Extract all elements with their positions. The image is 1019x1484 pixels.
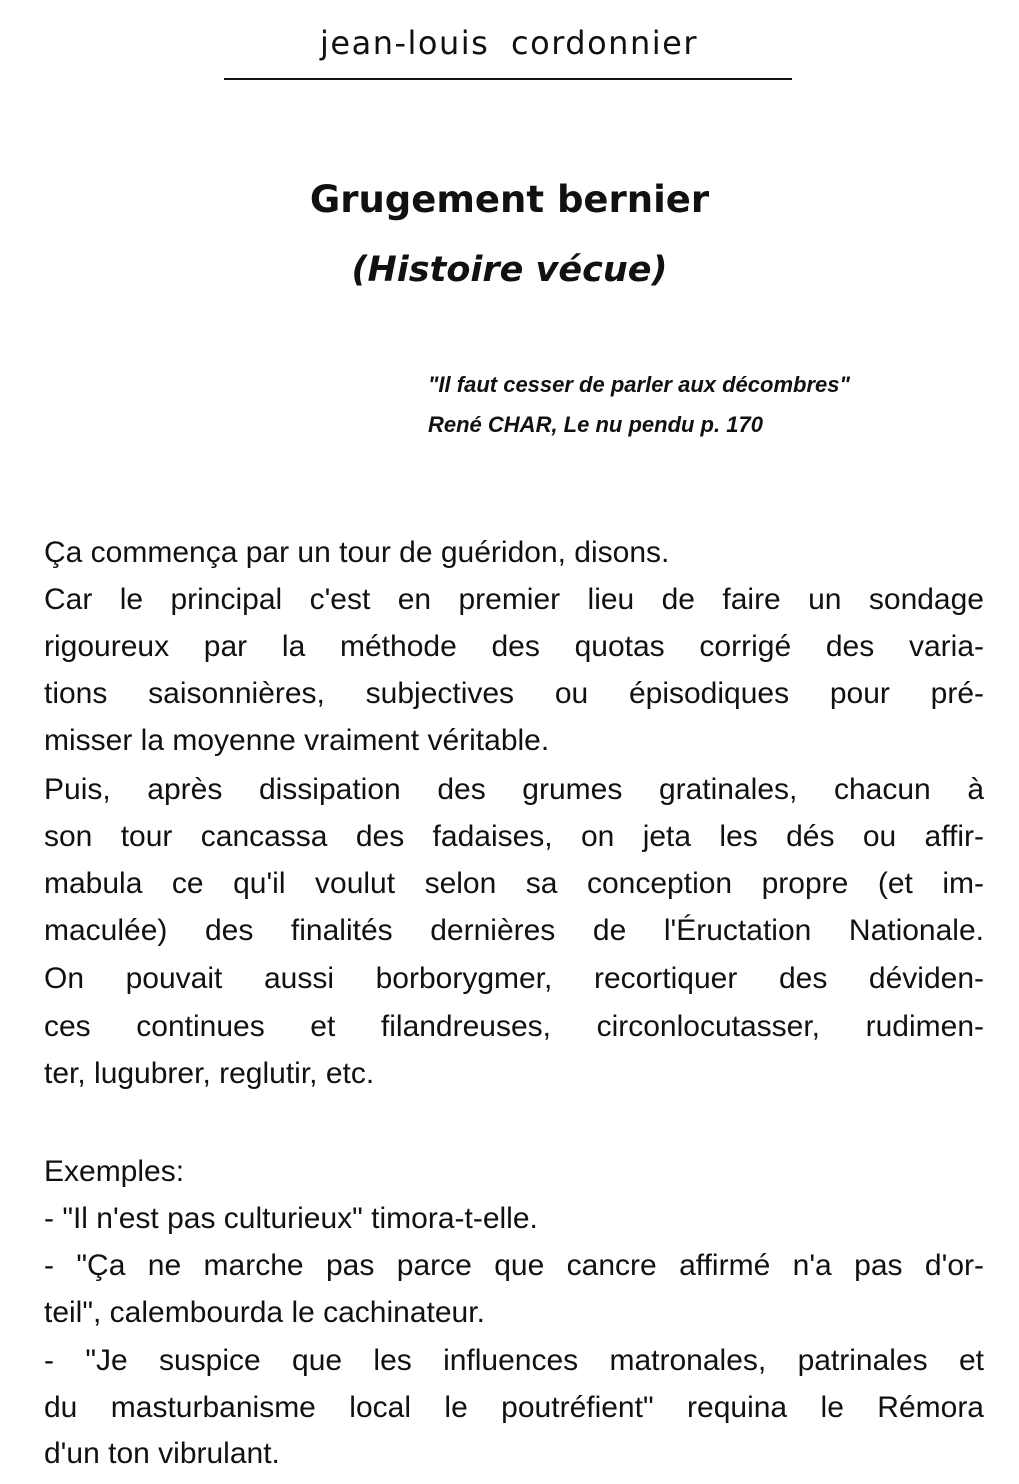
body-line: ter, lugubrer, reglutir, etc. — [44, 1057, 375, 1090]
example-line: teil", calembourda le cachinateur. — [44, 1296, 485, 1329]
body-line: On pouvait aussi borborygmer, recortiquer des déviden- — [44, 962, 984, 995]
examples-heading: Exemples: — [44, 1155, 185, 1188]
body-line: son tour cancassa des fadaises, on jeta les dés ou affir- — [44, 820, 984, 853]
body-line: Ça commença par un tour de guéridon, disons. — [44, 536, 670, 569]
body-line: tions saisonnières, subjectives ou épisodiques pour pré- — [44, 677, 984, 710]
epigraph-attribution: René CHAR, Le nu pendu p. 170 — [428, 412, 763, 437]
document-subtitle: (Histoire vécue) — [351, 250, 668, 290]
body-line: maculée) des finalités dernières de l'Éructation Nationale. — [44, 914, 984, 947]
example-line: du masturbanisme local le poutréfient" requina le Rémora — [44, 1391, 984, 1424]
body-line: rigoureux par la méthode des quotas corrigé des varia- — [44, 630, 984, 663]
body-line: Puis, après dissipation des grumes gratinales, chacun à — [44, 773, 984, 806]
body-line: ces continues et filandreuses, circonlocutasser, rudimen- — [44, 1010, 984, 1043]
author-name: jean-louis cordonnier — [320, 24, 698, 62]
document-title: Grugement bernier — [309, 178, 710, 221]
example-line: d'un ton vibrulant. — [44, 1437, 280, 1470]
body-line: misser la moyenne vraiment véritable. — [44, 724, 550, 757]
body-line: mabula ce qu'il voulut selon sa conception propre (et im- — [44, 867, 984, 900]
epigraph-quote: "Il faut cesser de parler aux décombres" — [428, 372, 850, 397]
example-line: - "Je suspice que les influences matronales, patrinales et — [44, 1344, 984, 1377]
header-rule — [224, 78, 792, 80]
body-line: Car le principal c'est en premier lieu de faire un sondage — [44, 583, 984, 616]
example-line: - "Il n'est pas culturieux" timora-t-elle. — [44, 1202, 538, 1235]
example-line: - "Ça ne marche pas parce que cancre affirmé n'a pas d'or- — [44, 1249, 984, 1282]
